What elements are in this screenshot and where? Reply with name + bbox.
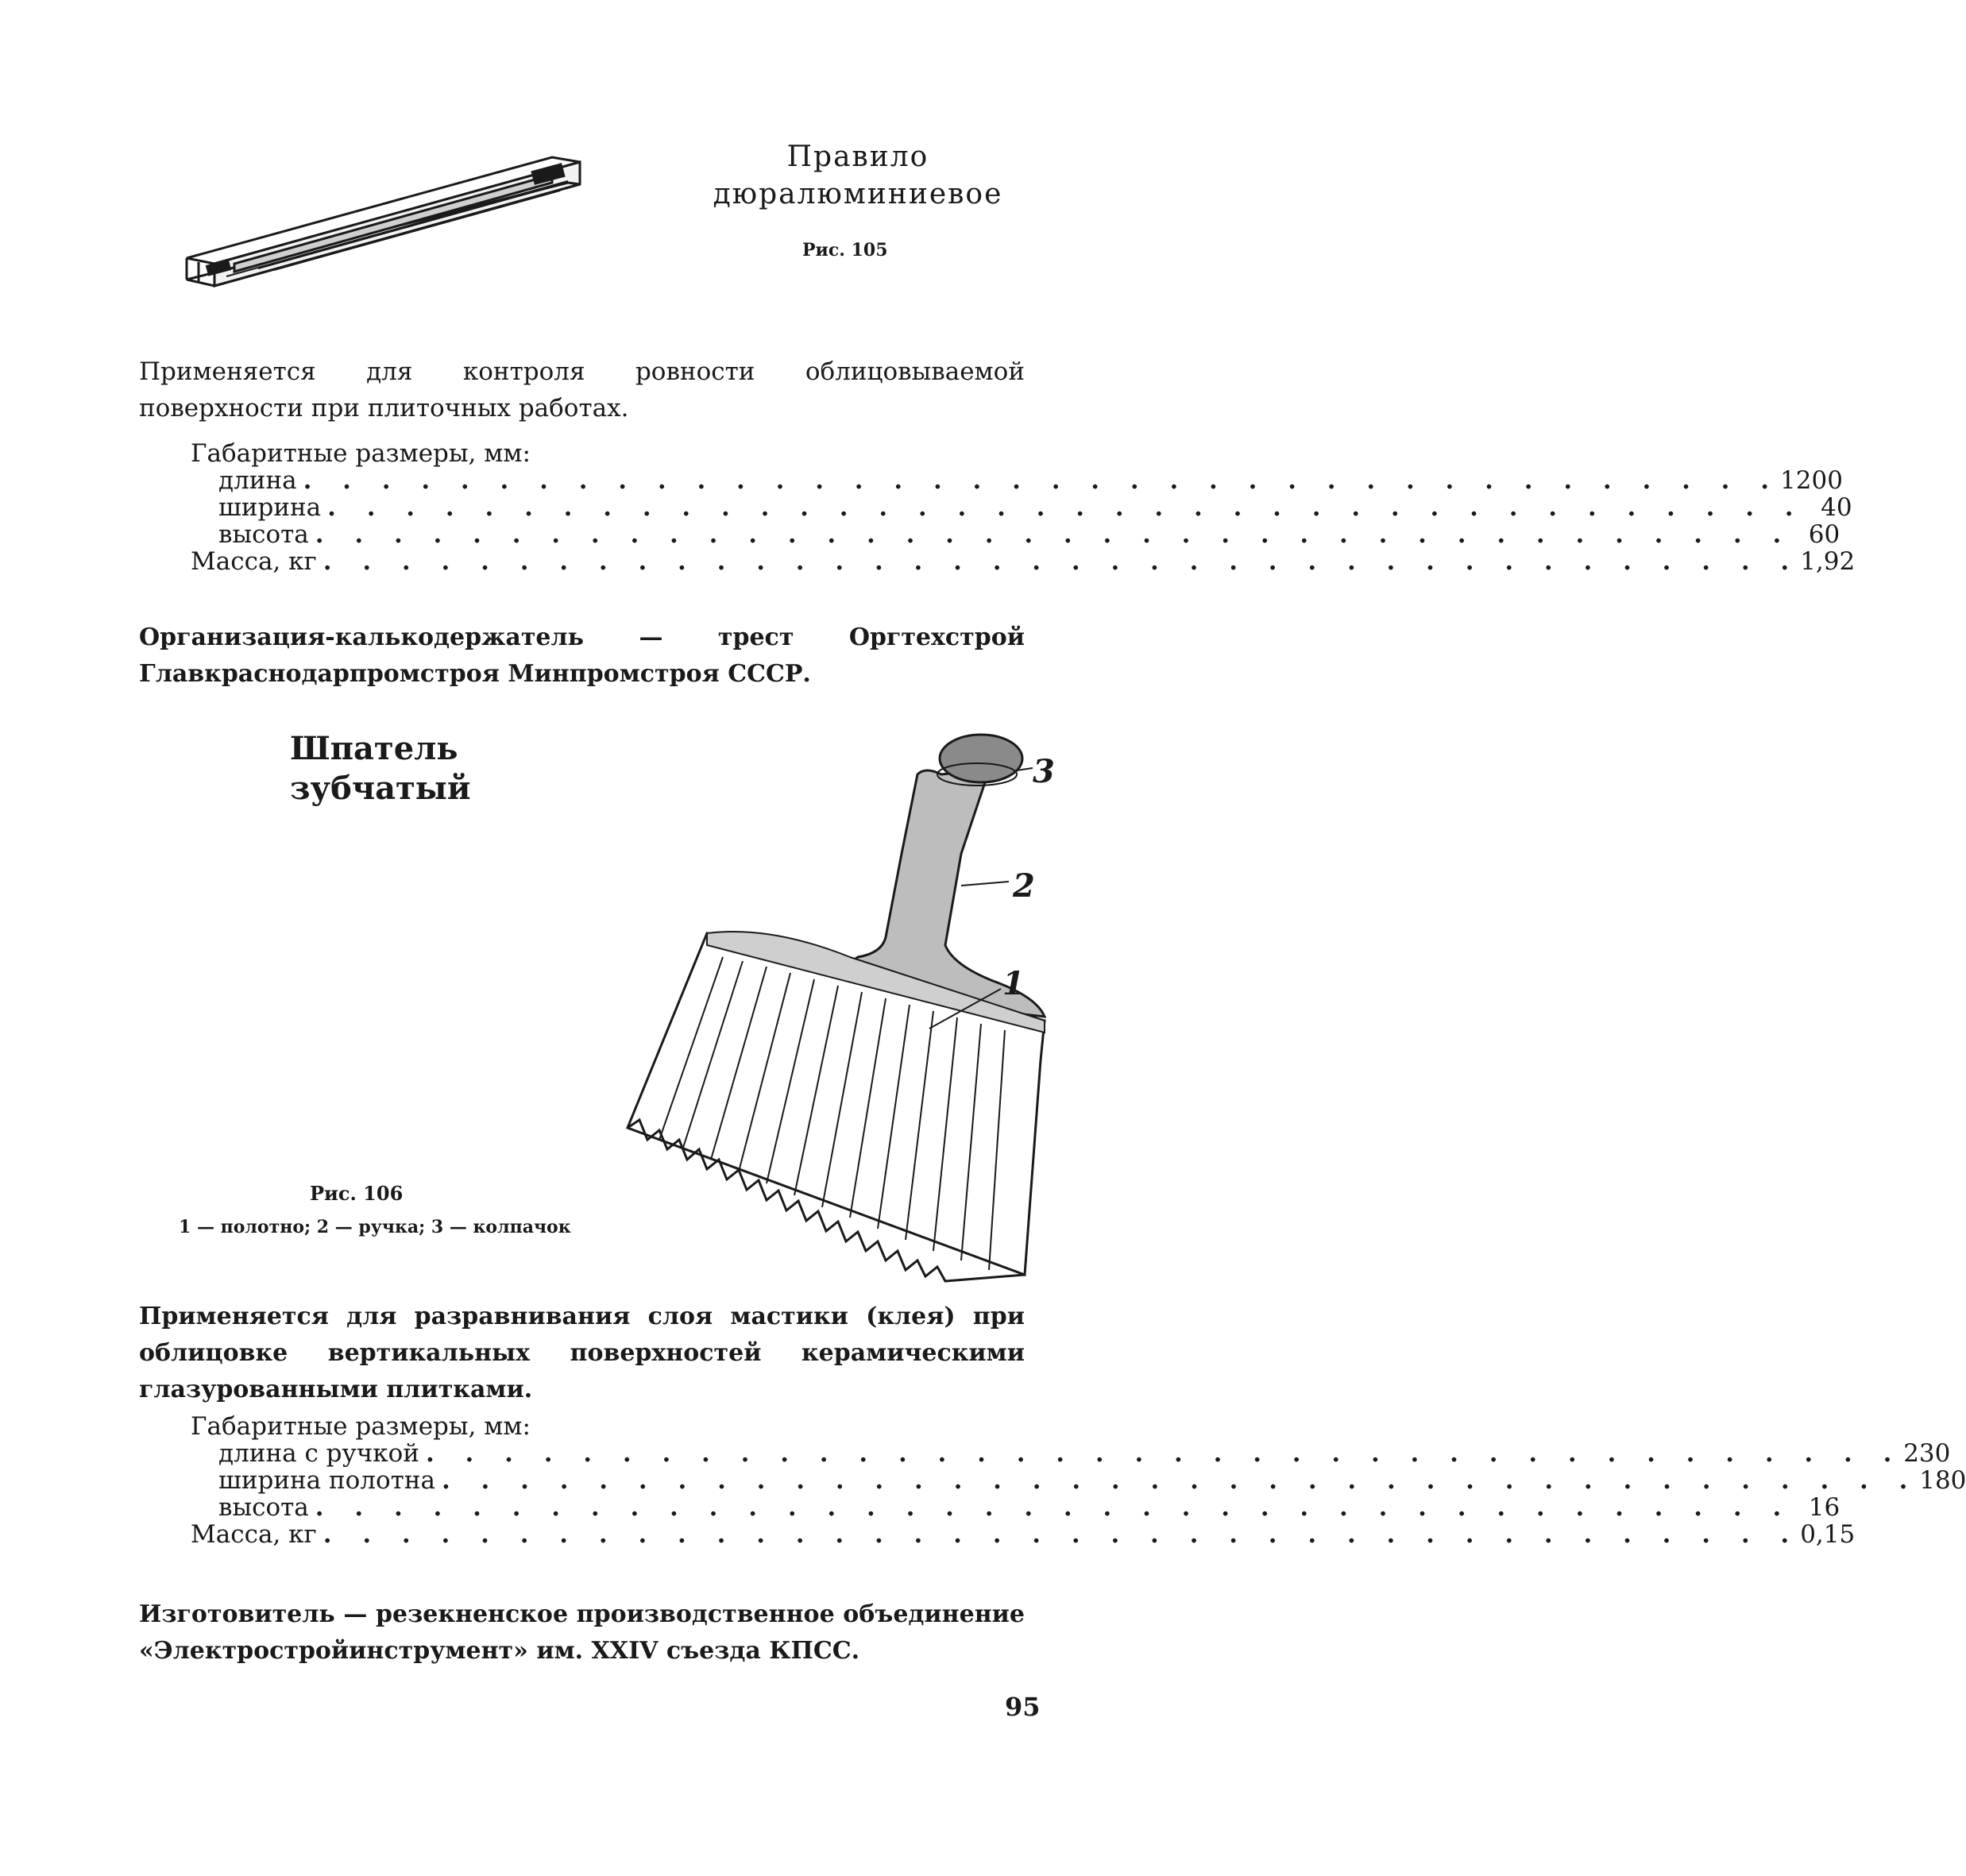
trowel-spec-row bbox=[218, 1493, 1840, 1522]
level-specs-heading: Габаритные размеры, мм: bbox=[191, 439, 531, 468]
spec-label: Масса, кг bbox=[191, 1520, 317, 1549]
dot-leader: . . . . . . . . . . . . . . . . . . . . . . . . . . . . . . . . . . . . . . bbox=[425, 1439, 1903, 1468]
spec-label: ширина полотна bbox=[218, 1466, 435, 1495]
figure-106-legend: 1 — полотно; 2 — ручка; 3 — колпачок bbox=[179, 1217, 571, 1237]
spec-value: 0,15 bbox=[1800, 1520, 1856, 1549]
dot-leader: . . . . . . . . . . . . . . . . . . . . . . . . . . . . . . . . . . . . . . bbox=[323, 547, 1801, 576]
spec-label: Масса, кг bbox=[191, 547, 317, 576]
dot-leader: . . . . . . . . . . . . . . . . . . . . . . . . . . . . . . . . . . . . . . bbox=[303, 466, 1781, 495]
figure-105-caption: Рис. 105 bbox=[802, 240, 888, 261]
spec-label: длина с ручкой bbox=[218, 1439, 419, 1468]
trowel-illustration bbox=[612, 727, 1056, 1283]
trowel-spec-row bbox=[218, 1466, 1966, 1495]
spec-value: 230 bbox=[1903, 1439, 1951, 1468]
callout-1: 1 bbox=[1002, 965, 1025, 1002]
dot-leader: . . . . . . . . . . . . . . . . . . . . . . . . . . . . . . . . . . . . . . bbox=[315, 1493, 1793, 1522]
figure-106-caption: Рис. 106 bbox=[310, 1182, 404, 1205]
spec-label: высота bbox=[218, 520, 309, 549]
dot-leader: . . . . . . . . . . . . . . . . . . . . . . . . . . . . . . . . . . . . . . bbox=[441, 1466, 1919, 1495]
spec-value: 16 bbox=[1808, 1493, 1840, 1522]
dot-leader: . . . . . . . . . . . . . . . . . . . . . . . . . . . . . . . . . . . . . . bbox=[327, 493, 1805, 522]
level-illustration bbox=[179, 151, 592, 290]
level-organization: Организация-калькодержатель — трест Оргтехстрой Главкраснодарпромстроя Минпромстроя СССР. bbox=[139, 623, 1025, 688]
trowel-spec-row bbox=[218, 1439, 1951, 1468]
trowel-specs-heading: Габаритные размеры, мм: bbox=[191, 1412, 531, 1441]
page-number: 95 bbox=[1005, 1692, 1041, 1722]
trowel-title-line2: зубчатый bbox=[290, 770, 471, 807]
spec-label: высота bbox=[218, 1493, 309, 1522]
trowel-title-line1: Шпатель bbox=[290, 730, 458, 767]
level-spec-row bbox=[191, 547, 1856, 576]
level-spec-row bbox=[218, 520, 1840, 549]
spec-value: 180 bbox=[1919, 1466, 1966, 1495]
dot-leader: . . . . . . . . . . . . . . . . . . . . . . . . . . . . . . . . . . . . . . bbox=[315, 520, 1793, 549]
level-title-line1: Правило bbox=[786, 141, 929, 173]
trowel-manufacturer: Изготовитель — резекненское производственное объединение «Электростройинструмент» им. XXIV съезда КПСС. bbox=[139, 1600, 1025, 1665]
spec-value: 1200 bbox=[1780, 466, 1843, 495]
callout-3: 3 bbox=[1033, 753, 1055, 790]
trowel-description: Применяется для разравнивания слоя мастики (клея) при облицовке вертикальных поверхностей керамическими глазурованными плитками. bbox=[139, 1303, 1025, 1403]
level-description: Применяется для контроля ровности облицовываемой поверхности при плиточных работах. bbox=[139, 357, 1025, 423]
dot-leader: . . . . . . . . . . . . . . . . . . . . . . . . . . . . . . . . . . . . . . bbox=[323, 1520, 1801, 1549]
spec-value: 1,92 bbox=[1800, 547, 1856, 576]
level-spec-row bbox=[218, 466, 1843, 495]
spec-label: длина bbox=[218, 466, 297, 495]
level-title-line2: дюралюминиевое bbox=[713, 177, 1003, 210]
spec-value: 40 bbox=[1821, 493, 1852, 522]
level-spec-row bbox=[218, 493, 1852, 522]
spec-label: ширина bbox=[218, 493, 322, 522]
spec-value: 60 bbox=[1808, 520, 1840, 549]
trowel-spec-row bbox=[191, 1520, 1856, 1549]
callout-2: 2 bbox=[1013, 867, 1035, 905]
